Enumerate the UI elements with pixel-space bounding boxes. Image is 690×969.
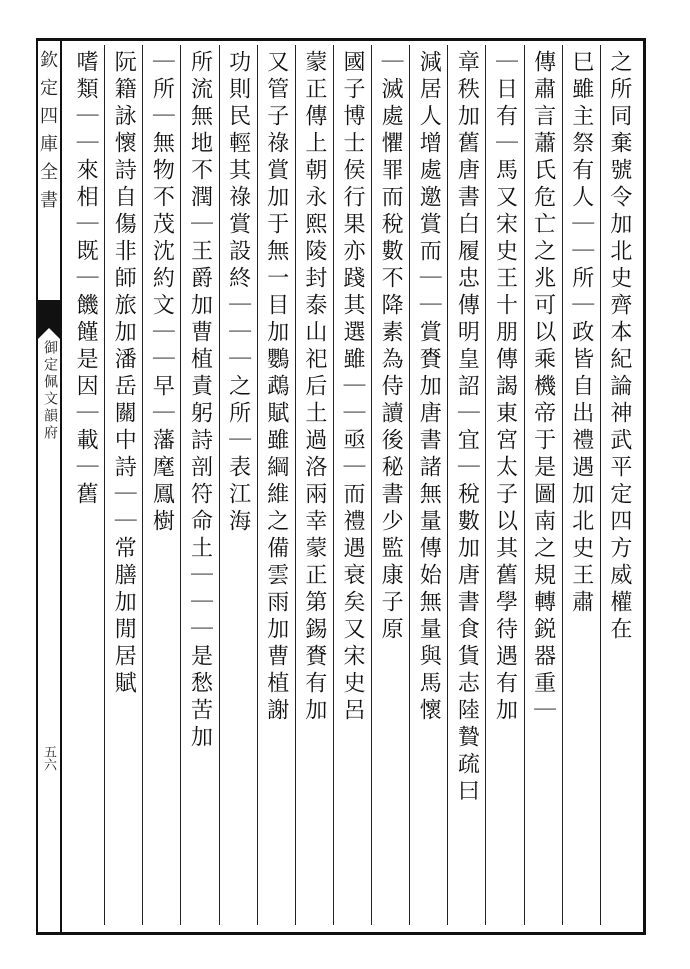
column-text: ｜日有｜馬又宋史王十朋傳謁東宮太子以其舊學待遇有加 <box>492 50 518 725</box>
column-divider <box>295 45 296 925</box>
book-title: 欽定四庫全書 <box>37 50 58 218</box>
text-column <box>490 50 520 920</box>
column-divider <box>142 45 143 925</box>
text-column <box>451 50 481 920</box>
column-text: ｜滅處懼罪而稅數不降素為侍讀後秘書少監康子原 <box>378 50 404 644</box>
frame-top-rule <box>36 38 646 41</box>
text-column <box>184 50 214 920</box>
column-text: 嗜類｜｜來相｜既｜饑饉是因｜載｜舊 <box>73 50 99 509</box>
column-divider <box>524 45 525 925</box>
column-divider <box>371 45 372 925</box>
text-column <box>146 50 176 920</box>
column-divider <box>562 45 563 925</box>
column-divider <box>447 45 448 925</box>
column-divider <box>409 45 410 925</box>
column-text: 功則民輕其祿賞設終｜｜｜之所｜表江海 <box>225 50 251 536</box>
fish-tail-mark <box>37 300 61 340</box>
text-column <box>261 50 291 920</box>
page-number: 五六 <box>41 745 56 771</box>
column-text: 傳肅言蕭氏危亡之兆可以乘機帝于是圖南之規轉鋭器重｜ <box>530 50 556 725</box>
column-divider <box>485 45 486 925</box>
text-column <box>70 50 100 920</box>
margin-divider-rule <box>60 38 62 935</box>
column-text: 國子博士侯行果亦踐其選雖｜｜亟｜而禮遇衰矣又宋史呂 <box>340 50 365 725</box>
column-divider <box>219 45 220 925</box>
text-column <box>299 50 329 920</box>
column-text: 減居人增處邀賞而｜｜賞賚加唐書諸無量傳始無量與馬懷 <box>416 50 442 725</box>
column-divider <box>104 45 105 925</box>
text-column <box>413 50 443 920</box>
text-column <box>566 50 596 920</box>
text-column <box>108 50 138 920</box>
column-text: 之所同棄號令加北史齊本紀論神武平定四方威權在 <box>606 50 632 644</box>
text-column <box>223 50 253 920</box>
column-text: 又管子祿賞加于無一目加鸚鵡賦雖綱維之備雲雨加曹植謝 <box>263 50 289 725</box>
section-label: 御定佩文韻府 <box>42 340 58 442</box>
column-text: 阮籍詠懷詩自傷非師旅加潘岳關中詩｜｜常膳加閒居賦 <box>111 50 137 698</box>
column-text: 所流無地不潤｜王爵加曹植責躬詩剖符命土｜｜｜是愁苦加 <box>187 50 213 752</box>
column-text: 巳雖主祭有人｜｜所｜政皆自出禮遇加北史王肅 <box>568 50 594 617</box>
frame-bottom-rule <box>36 932 646 935</box>
column-divider <box>600 45 601 925</box>
text-column <box>337 50 367 920</box>
frame-right-rule <box>643 38 646 935</box>
column-divider <box>257 45 258 925</box>
column-text: ｜所｜無物不茂沈約文｜｜早｜藩麾鳳樹 <box>149 50 175 536</box>
column-text: 蒙正傳上朝永熙陵封泰山祀后土過洛兩幸蒙正第錫賚有加 <box>301 50 327 725</box>
column-text: 章秩加舊唐書白履忠傳明皇詔｜宜｜稅數加唐書食貨志陸贄疏曰 <box>454 50 480 806</box>
column-divider <box>333 45 334 925</box>
text-column <box>375 50 405 920</box>
column-divider <box>180 45 181 925</box>
text-column <box>604 50 634 920</box>
text-column <box>528 50 558 920</box>
